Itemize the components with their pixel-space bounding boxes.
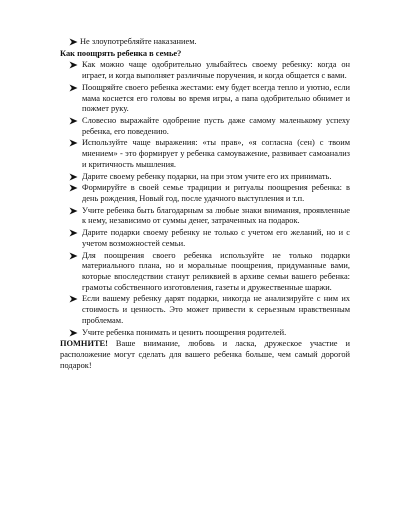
list-item-text: Используйте чаще выражения: «ты прав», «я согласна (сен) с твоим мнением» - это формирует у ребенка самоуважение, развивает самоанализ и критичность мышления. [82,138,350,169]
arrow-bullet-icon [69,117,78,125]
arrow-bullet-icon [69,252,78,260]
arrow-bullet-icon [69,207,78,215]
arrow-bullet-icon [69,329,78,337]
arrow-bullet-icon [69,38,78,46]
list-item [60,138,350,170]
list-item-text: Поощряйте своего ребенка жестами: ему будет всегда тепло и уютно, если мама коснется его головы во время игры, а папа одобрительно обнимет и пожмет руку. [82,82,350,114]
list-item-text: Дарите подарки своему ребенку не только с учетом его желаний, но и с учетом возможностей семьи. [82,228,350,248]
arrow-bullet-icon [69,139,78,147]
list-item [60,294,350,326]
list-item-text: Для поощрения своего ребенка используйте не только подарки материального плана, но и моральные поощрения, придуманные вами, которые впоследствии станут реликвией в архиве семьи вашего ребенка: грамоты собственного изготовления, газеты и дружественные шаржи. [82,250,350,292]
list-item [60,206,350,227]
list-item [60,37,350,48]
list-item [60,116,350,137]
closing-note-label: ПОМНИТЕ! [60,339,108,349]
arrow-bullet-icon [69,84,78,92]
section-heading: Как поощрять ребенка в семье? [60,48,182,58]
arrow-bullet-icon [69,229,78,237]
list-item-text: Формируйте в своей семье традиции и ритуалы поощрения ребенка: в день рождения, Новый год, после удачного выступления и т.п. [82,183,350,203]
list-item [60,251,350,293]
list-item [60,228,350,249]
closing-note [60,339,350,371]
arrow-bullet-icon [69,295,78,303]
list-item [60,328,350,339]
closing-note-text: Ваше внимание, любовь и ласка, дружеское участие и расположение могут сделать для вашего ребенка больше, чем самый дорогой подарок! [60,339,350,370]
arrow-bullet-icon [69,173,78,181]
document-content [60,37,350,371]
list-item-text: Учите ребенка понимать и ценить поощрения родителей. [82,327,287,337]
arrow-bullet-icon [69,184,78,192]
arrow-bullet-icon [69,61,78,69]
list-item [60,83,350,115]
list-item-text: Если вашему ребенку дарят подарки, никогда не анализируйте с ним их стоимость и ценность. Это может привести к серьезным нравственным проблемам. [82,294,350,325]
list-item-text: Словесно выражайте одобрение пусть даже самому маленькому успеху ребенка, его поведению. [82,116,350,136]
list-item-text: Как можно чаще одобрительно улыбайтесь своему ребенку: когда он играет, и когда выполняет различные поручения, и когда общается с вами. [82,60,350,81]
recommendations-list [60,60,350,338]
list-item-text: Учите ребенка быть благодарным за любые знаки внимания, проявленные к нему, независимо от суммы денег, затраченных на подарок. [82,205,350,226]
list-item [60,183,350,204]
list-item-text: Дарите своему ребенку подарки, на при этом учите его их принимать. [82,171,332,181]
list-item [60,60,350,81]
list-item [60,172,350,183]
list-item-text: Не злоупотребляйте наказанием. [80,37,197,46]
